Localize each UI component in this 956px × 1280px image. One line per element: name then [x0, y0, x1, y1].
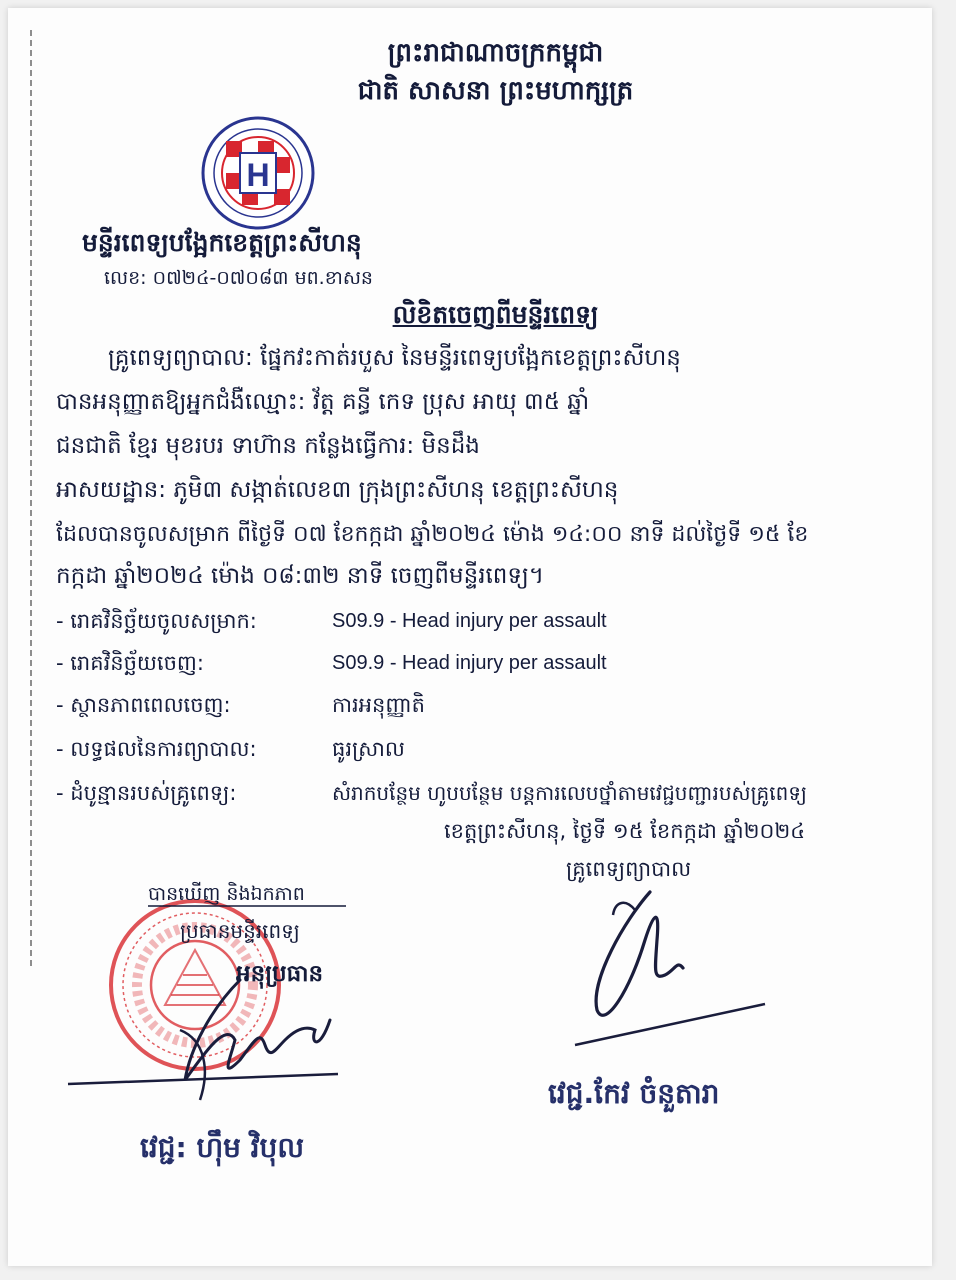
treatment-result-value: ធូរស្រាល — [332, 737, 405, 761]
director-role: ប្រធានមន្ទីរពេទ្យ — [180, 919, 300, 943]
discharge-status-label: - ស្ថានភាពពេលចេញ: — [56, 693, 231, 717]
director-signature — [60, 970, 360, 1120]
body-line-2: បានអនុញ្ញាតឱ្យអ្នកជំងឺឈ្មោះ: វ័ត្ត គន្ធី កេទ ប្រុស អាយុ ៣៥ ឆ្នាំ — [56, 389, 590, 415]
body-line-4: អាសយដ្ឋាន: ភូមិ៣ សង្កាត់លេខ៣ ក្រុងព្រះសីហនុ ខេត្តព្រះសីហនុ — [56, 477, 619, 503]
doctor-advice-label: - ដំបូន្មានរបស់គ្រូពេទ្យ: — [56, 781, 237, 805]
kingdom-heading: ព្រះរាជាណាចក្រកម្ពុជា — [387, 38, 604, 68]
doctor-advice-value: សំរាកបន្ថែម ហូបបន្ថែម បន្តការលេបថ្នាំតាមវេជ្ជបញ្ជារបស់គ្រូពេទ្យ — [332, 781, 807, 805]
approval-underline — [148, 904, 348, 908]
doctor-signature — [565, 880, 775, 1055]
motto-heading: ជាតិ សាសនា ព្រះមហាក្សត្រ — [357, 76, 634, 106]
director-name: វេជ្ជ: ហ៊ឹម វិបុល — [140, 1131, 304, 1164]
document-title: លិខិតចេញពីមន្ទីរពេទ្យ — [392, 300, 599, 329]
doctor-title: គ្រូពេទ្យព្យាបាល — [566, 857, 692, 881]
body-line-6: កក្កដា ឆ្នាំ២០២៤ ម៉ោង ០៨:៣២ នាទី ចេញពីមន្ទីរពេទ្យ។ — [56, 563, 545, 589]
treatment-result-label: - លទ្ធផលនៃការព្យាបាល: — [56, 737, 257, 761]
director-position: អនុប្រធាន — [236, 961, 324, 987]
issue-date-line: ខេត្តព្រះសីហនុ, ថ្ងៃទី ១៥ ខែកក្កដា ឆ្នាំ២០២៤ — [444, 819, 806, 843]
hospital-logo — [200, 115, 316, 231]
doctor-name: វេជ្ជ.កែវ ចំនួតារា — [548, 1077, 720, 1110]
diagnosis-discharge-label: - រោគវិនិច្ឆ័យចេញ: — [56, 651, 204, 675]
body-line-1: គ្រូពេទ្យព្យាបាល: ផ្នែកវះកាត់របួស នៃមន្ទីរពេទ្យបង្អែកខេត្តព្រះសីហនុ — [108, 345, 681, 371]
diagnosis-admission-value: S09.9 - Head injury per assault — [332, 610, 607, 632]
diagnosis-discharge-value: S09.9 - Head injury per assault — [332, 652, 607, 674]
hospital-name: មន្ទីរពេទ្យបង្អែកខេត្តព្រះសីហនុ — [82, 228, 362, 257]
body-line-5: ដែលបានចូលសម្រាក ពីថ្ងៃទី ០៧ ខែកក្កដា ឆ្នាំ២០២៤ ម៉ោង ១៤:០០ នាទី ដល់ថ្ងៃទី ១៥ ខែ — [56, 522, 809, 547]
body-line-3: ជនជាតិ ខ្មែរ មុខរបរ ទាហ៊ាន កន្លែងធ្វើការ: មិនដឹង — [56, 433, 480, 459]
reference-number: លេខ: ០៧២៤-០៧០៨៣ មព.ខាសន — [104, 267, 373, 289]
approval-label: បានឃើញ និងឯកភាព — [148, 883, 305, 905]
diagnosis-admission-label: - រោគវិនិច្ឆ័យចូលសម្រាក: — [56, 609, 257, 633]
discharge-status-value: ការអនុញ្ញាតិ — [332, 693, 425, 717]
scan-edge-mark — [30, 30, 32, 970]
svg-text:H: H — [246, 157, 270, 193]
